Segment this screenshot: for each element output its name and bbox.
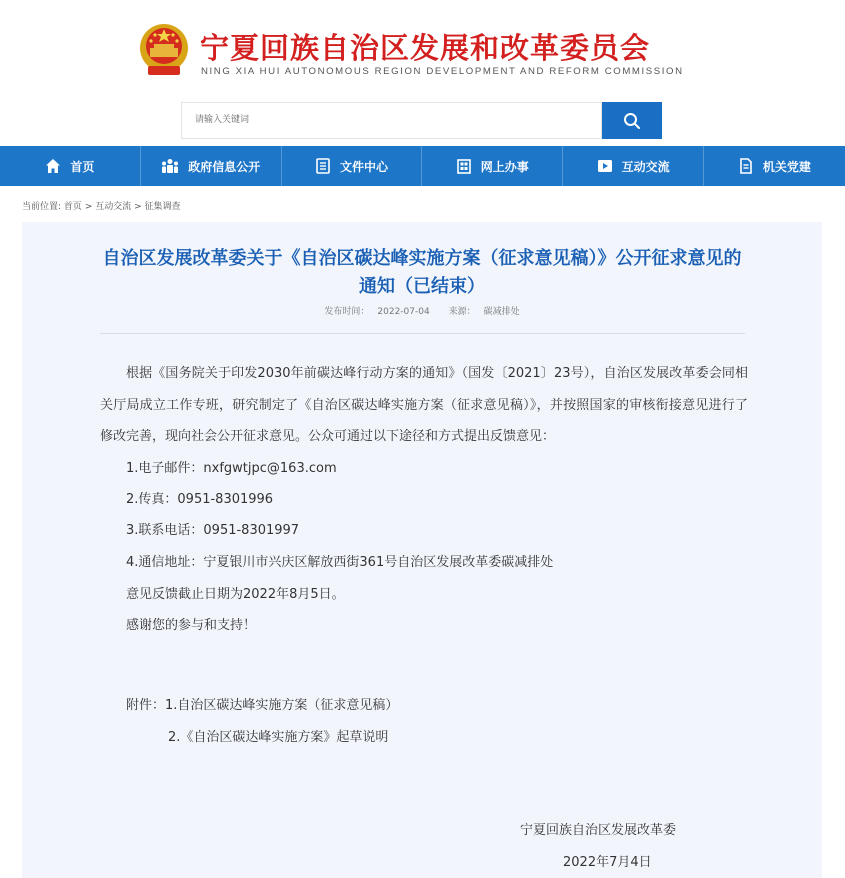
document-icon bbox=[315, 158, 331, 174]
nav-item-interaction[interactable] bbox=[563, 146, 704, 186]
thanks-text: 感谢您的参与和支持！ bbox=[126, 618, 257, 633]
contact-email: 1.电子邮件：nxfgwtjpc@163.com bbox=[126, 461, 337, 476]
publish-label: 发布时间： bbox=[324, 307, 370, 317]
contact-phone: 3.联系电话：0951-8301997 bbox=[126, 523, 300, 538]
title-divider bbox=[100, 333, 745, 334]
search-icon bbox=[623, 112, 641, 130]
home-icon bbox=[45, 158, 61, 174]
article-panel bbox=[22, 222, 822, 878]
site-title: 宁夏回族自治区发展和改革委员会 bbox=[200, 31, 651, 65]
source-value: 碳减排处 bbox=[483, 307, 520, 317]
contact-address: 4.通信地址：宁夏银川市兴庆区解放西街361号自治区发展改革委碳减排处 bbox=[126, 555, 554, 570]
main-nav bbox=[0, 146, 845, 186]
search-input[interactable]: 请输入关键词 bbox=[181, 102, 602, 139]
publish-date: 2022-07-04 bbox=[377, 307, 430, 317]
breadcrumb-link-interaction[interactable]: 互动交流 bbox=[95, 202, 132, 212]
signature-org: 宁夏回族自治区发展改革委 bbox=[520, 823, 677, 838]
site-subtitle: NING XIA HUI AUTONOMOUS REGION DEVELOPMENT AND REFORM COMMISSION bbox=[201, 66, 684, 77]
breadcrumb-separator: > bbox=[134, 202, 142, 212]
attachment-link-2[interactable]: 2.《自治区碳达峰实施方案》起草说明 bbox=[168, 730, 389, 745]
site-header bbox=[0, 0, 845, 95]
contact-fax: 2.传真：0951-8301996 bbox=[126, 492, 274, 507]
page-icon bbox=[738, 158, 754, 174]
nav-item-party-building[interactable] bbox=[704, 146, 845, 186]
nav-label: 政府信息公开 bbox=[188, 159, 261, 174]
source-label: 来源： bbox=[448, 307, 476, 317]
breadcrumb-link-survey[interactable]: 征集调查 bbox=[144, 202, 181, 212]
breadcrumb-separator: > bbox=[84, 202, 93, 212]
breadcrumb bbox=[22, 199, 181, 212]
nav-label: 文件中心 bbox=[339, 159, 388, 174]
article-paragraph: 根据《国务院关于印发2030年前碳达峰行动方案的通知》（国发〔2021〕23号），自治区发展改革委会同相关厅局成立工作专班，研究制定了《自治区碳达峰实施方案（征求意见稿）》，并按照国家的审核衔接意见进行了修改完善，现向社会公开征求意见。公众可通过以下途径和方式提出反馈意见： bbox=[100, 366, 748, 444]
play-icon bbox=[597, 158, 613, 174]
nav-item-home[interactable] bbox=[0, 146, 141, 186]
search-button[interactable] bbox=[602, 102, 662, 139]
attachment-link-1[interactable]: 附件：1.自治区碳达峰实施方案（征求意见稿） bbox=[126, 698, 399, 713]
building-icon bbox=[456, 158, 472, 174]
breadcrumb-link-home[interactable]: 首页 bbox=[63, 202, 82, 212]
nav-label: 机关党建 bbox=[762, 159, 811, 174]
nav-label: 网上办事 bbox=[480, 159, 529, 174]
article-title: 自治区发展改革委关于《自治区碳达峰实施方案（征求意见稿）》公开征求意见的通知（已结束） bbox=[102, 248, 742, 297]
nav-label: 互动交流 bbox=[621, 159, 670, 174]
search-bar bbox=[181, 102, 662, 139]
breadcrumb-prefix: 当前位置: bbox=[22, 202, 62, 212]
nav-item-gov-info[interactable] bbox=[141, 146, 282, 186]
people-icon bbox=[161, 158, 179, 174]
nav-item-documents[interactable] bbox=[282, 146, 423, 186]
deadline-text: 意见反馈截止日期为2022年8月5日。 bbox=[126, 587, 345, 602]
national-emblem-icon bbox=[138, 22, 190, 78]
signature-date: 2022年7月4日 bbox=[563, 855, 652, 870]
nav-label: 首页 bbox=[70, 159, 95, 174]
article-meta bbox=[100, 304, 744, 317]
nav-item-online-services[interactable] bbox=[422, 146, 563, 186]
